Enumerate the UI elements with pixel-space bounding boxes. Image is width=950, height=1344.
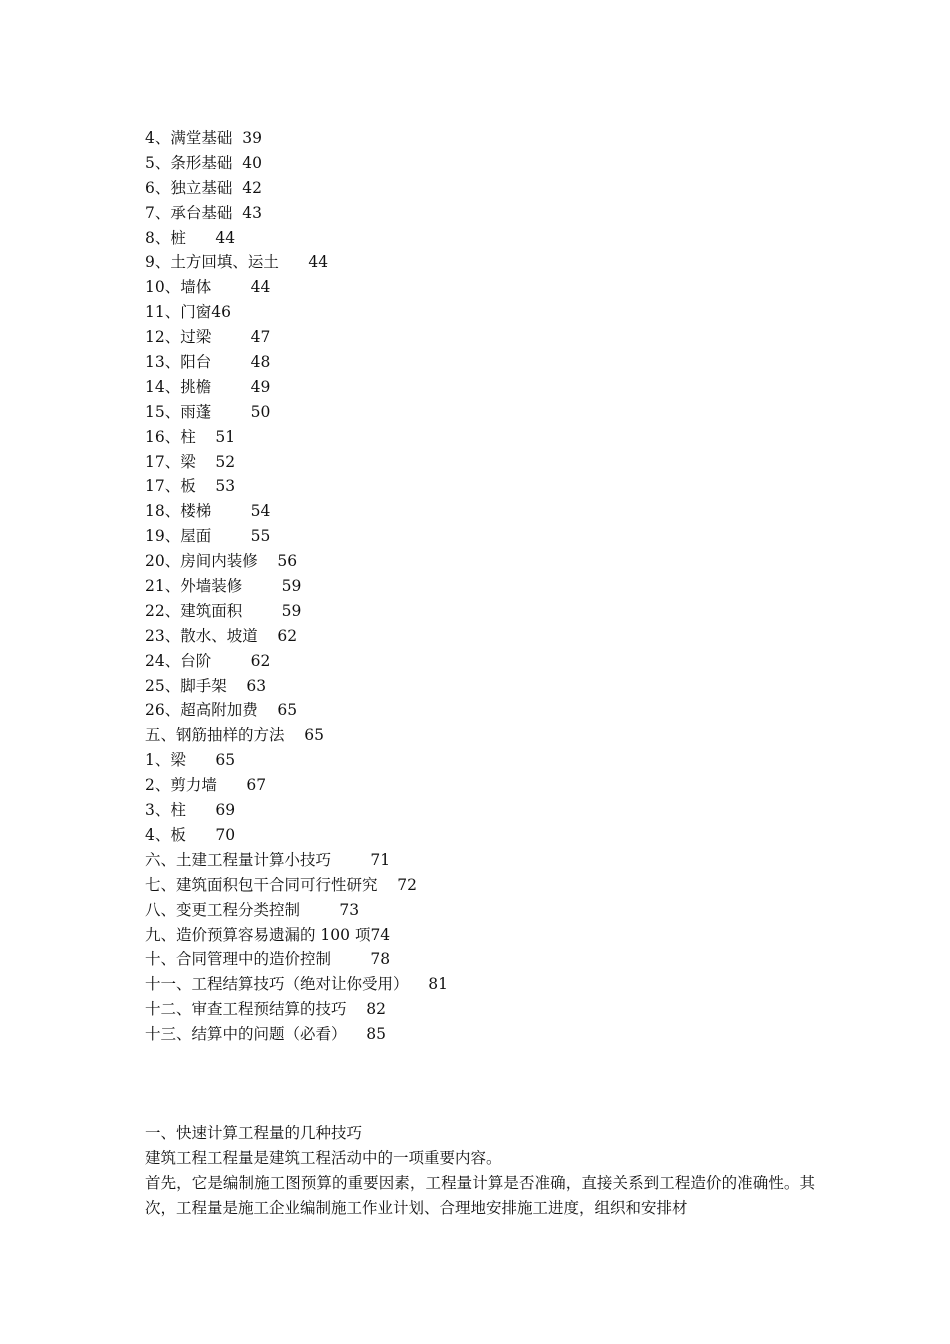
toc-entry: 3、柱 69 xyxy=(145,801,236,820)
toc-entry: 15、雨蓬 50 xyxy=(145,402,271,421)
toc-entry: 5、条形基础 40 xyxy=(145,153,262,172)
toc-entry: 九、造价预算容易遗漏的 100 项74 xyxy=(145,925,391,944)
toc-entry: 23、散水、坡道 62 xyxy=(145,626,298,645)
toc-entry: 2、剪力墙 67 xyxy=(145,776,267,795)
toc-entry: 24、台阶 62 xyxy=(145,651,271,670)
toc-entry: 11、门窗46 xyxy=(145,303,231,322)
toc-entry: 6、独立基础 42 xyxy=(145,178,262,197)
toc-entry: 7、承台基础 43 xyxy=(145,203,262,222)
toc-entry: 20、房间内装修 56 xyxy=(145,552,298,571)
section-heading: 一、快速计算工程量的几种技巧 xyxy=(145,1124,363,1142)
toc-entry: 14、挑檐 49 xyxy=(145,377,271,396)
toc-entry: 13、阳台 48 xyxy=(145,353,271,372)
toc-entry: 十二、审查工程预结算的技巧 82 xyxy=(145,1000,386,1019)
toc-entry: 8、桩 44 xyxy=(145,228,236,247)
toc-entry: 18、楼梯 54 xyxy=(145,502,271,521)
toc-entry: 25、脚手架 63 xyxy=(145,676,267,695)
toc-entry: 4、满堂基础 39 xyxy=(145,129,262,147)
toc-entry: 十、合同管理中的造价控制 78 xyxy=(145,950,391,969)
toc-entry: 22、建筑面积 59 xyxy=(145,601,302,620)
toc-entry: 十一、工程结算技巧（绝对让你受用） 81 xyxy=(145,975,448,994)
toc-entry: 16、柱 51 xyxy=(145,427,236,446)
toc-entry: 五、钢筋抽样的方法 65 xyxy=(145,726,324,745)
toc-entry: 21、外墙装修 59 xyxy=(145,577,302,596)
toc-entry: 12、过梁 47 xyxy=(145,328,271,347)
toc-entry: 17、板 53 xyxy=(145,477,236,496)
section-body xyxy=(145,1121,815,1221)
toc-entry: 10、墙体 44 xyxy=(145,278,271,297)
toc-entry: 七、建筑面积包干合同可行性研究 72 xyxy=(145,875,417,894)
toc-entry: 1、梁 65 xyxy=(145,751,236,770)
paragraph: 建筑工程工程量是建筑工程活动中的一项重要内容。 xyxy=(145,1149,502,1167)
toc-entry: 19、屋面 55 xyxy=(145,527,271,546)
toc-entry: 9、土方回填、运土 44 xyxy=(145,253,329,272)
toc-entry: 4、板 70 xyxy=(145,825,236,844)
table-of-contents xyxy=(145,126,815,1047)
toc-entry: 十三、结算中的问题（必看） 85 xyxy=(145,1025,386,1044)
toc-entry: 17、梁 52 xyxy=(145,452,236,471)
toc-entry: 26、超高附加费 65 xyxy=(145,701,298,720)
toc-entry: 八、变更工程分类控制 73 xyxy=(145,900,360,919)
toc-entry: 六、土建工程量计算小技巧 71 xyxy=(145,850,391,869)
paragraph: 首先，它是编制施工图预算的重要因素，工程量计算是否准确，直接关系到工程造价的准确性。其次，工程量是施工企业编制施工作业计划、合理地安排施工进度，组织和安排材 xyxy=(145,1174,815,1217)
